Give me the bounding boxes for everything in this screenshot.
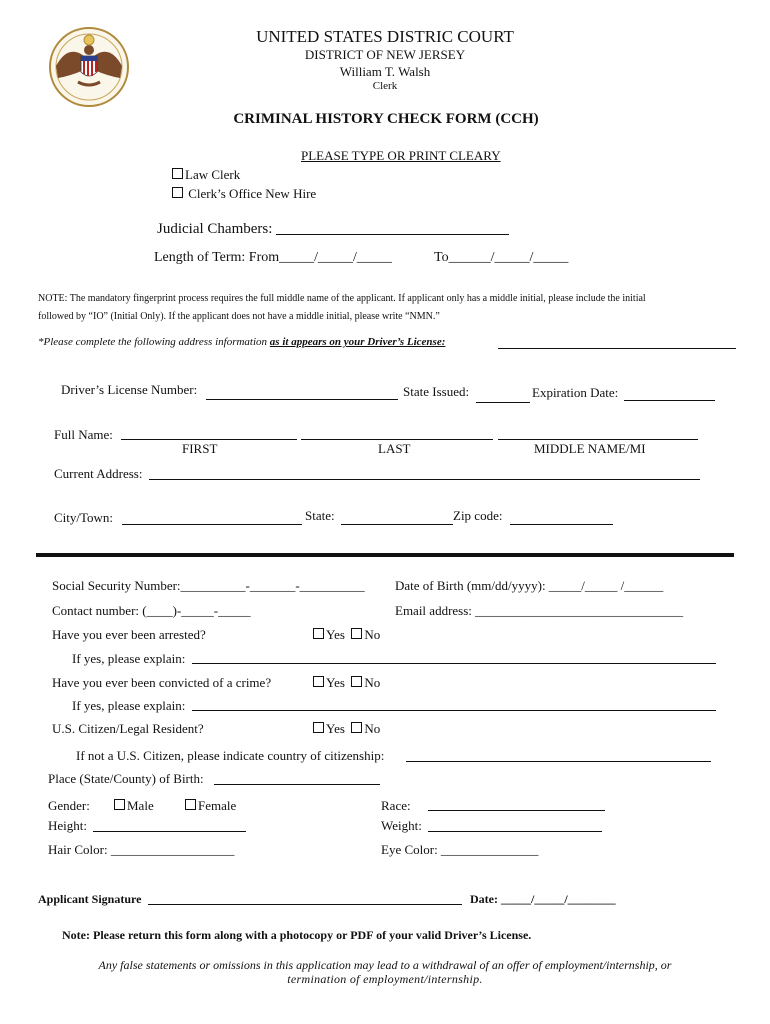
signature-date-field[interactable]: Date: _____/_____/________: [470, 892, 616, 906]
arrested-explain-field[interactable]: [192, 663, 716, 664]
eye-color-field[interactable]: Eye Color: _______________: [381, 842, 539, 857]
first-caption: FIRST: [182, 441, 218, 456]
term-from-label: Length of Term: From_____/_____/_____: [154, 250, 392, 265]
convicted-explain-label: If yes, please explain:: [72, 698, 186, 713]
city-label: City/Town:: [54, 510, 114, 525]
district-name: DISTRICT OF NEW JERSEY: [304, 47, 466, 62]
ssn-field[interactable]: Social Security Number:__________-_______-__________: [52, 578, 365, 593]
current-address-label: Current Address:: [54, 466, 143, 481]
arrested-options[interactable]: Yes No: [313, 627, 380, 643]
checkbox-icon[interactable]: [351, 676, 362, 687]
weight-field[interactable]: [428, 831, 602, 832]
option-new-hire[interactable]: Clerk’s Office New Hire: [172, 186, 316, 202]
citizenship-field[interactable]: [406, 761, 711, 762]
chambers-label: Judicial Chambers:: [157, 221, 273, 237]
citizen-options[interactable]: Yes No: [313, 721, 380, 737]
clerk-name: William T. Walsh: [339, 64, 431, 79]
instruction: PLEASE TYPE OR PRINT CLEARY: [301, 148, 501, 163]
race-field[interactable]: [428, 810, 605, 811]
height-label: Height:: [48, 818, 87, 833]
signature-label: Applicant Signature: [38, 892, 142, 906]
gender-male-option[interactable]: Male: [114, 798, 154, 814]
checkbox-icon[interactable]: [172, 168, 183, 179]
signature-field[interactable]: [148, 904, 462, 905]
current-address-field[interactable]: [149, 479, 700, 480]
court-name: UNITED STATES DISTRIC COURT: [256, 27, 514, 46]
state-issued-label: State Issued:: [403, 384, 470, 399]
first-name-field[interactable]: [121, 439, 297, 440]
gender-female-option[interactable]: Female: [185, 798, 236, 814]
middle-name-field[interactable]: [498, 439, 698, 440]
address-instruction: *Please complete the following address information as it appears on your Driver’s License:: [38, 336, 446, 348]
expiration-label: Expiration Date:: [532, 385, 619, 400]
dob-field[interactable]: Date of Birth (mm/dd/yyyy): _____/_____ /______: [395, 578, 664, 593]
birthplace-label: Place (State/County) of Birth:: [48, 771, 204, 786]
last-caption: LAST: [378, 441, 411, 456]
arrested-question: Have you ever been arrested?: [52, 627, 206, 642]
citizenship-label: If not a U.S. Citizen, please indicate country of citizenship:: [76, 748, 385, 763]
height-field[interactable]: [93, 831, 246, 832]
option-law-clerk[interactable]: Law Clerk: [172, 167, 240, 183]
disclaimer-line-1: Any false statements or omissions in this application may lead to a withdrawal of an offer of employment/internship, or: [98, 958, 672, 972]
middle-caption: MIDDLE NAME/MI: [534, 441, 646, 456]
convicted-question: Have you ever been convicted of a crime?: [52, 675, 272, 690]
zip-field[interactable]: [510, 524, 613, 525]
disclaimer-line-2: termination of employment/internship.: [287, 972, 483, 986]
note-line-1: NOTE: The mandatory fingerprint process requires the full middle name of the applicant. If applicant only has a middle initial, please include the initial: [38, 293, 646, 304]
hair-color-field[interactable]: Hair Color: ___________________: [48, 842, 235, 857]
checkbox-icon[interactable]: [313, 722, 324, 733]
weight-label: Weight:: [381, 818, 422, 833]
birthplace-field[interactable]: [214, 784, 380, 785]
chambers-field[interactable]: [276, 234, 509, 235]
checkbox-icon[interactable]: [351, 722, 362, 733]
section-divider: [36, 553, 734, 557]
checkbox-icon[interactable]: [351, 628, 362, 639]
checkbox-icon[interactable]: [185, 799, 196, 810]
state-field[interactable]: [341, 524, 453, 525]
full-name-label: Full Name:: [54, 427, 113, 442]
checkbox-icon[interactable]: [313, 676, 324, 687]
gender-label: Gender:: [48, 798, 90, 813]
clerk-title: Clerk: [372, 80, 398, 92]
city-field[interactable]: [122, 524, 302, 525]
email-field[interactable]: Email address: ________________________________: [395, 603, 684, 618]
state-issued-field[interactable]: [476, 402, 530, 403]
arrested-explain-label: If yes, please explain:: [72, 651, 186, 666]
license-number-label: Driver’s License Number:: [61, 382, 198, 397]
zip-label: Zip code:: [453, 508, 503, 523]
citizen-question: U.S. Citizen/Legal Resident?: [52, 721, 204, 736]
convicted-explain-field[interactable]: [192, 710, 716, 711]
contact-field[interactable]: Contact number: (____)-_____-_____: [52, 603, 251, 618]
form-title: CRIMINAL HISTORY CHECK FORM (CCH): [233, 111, 539, 127]
convicted-options[interactable]: Yes No: [313, 675, 380, 691]
address-instruction-rule: [498, 348, 736, 349]
checkbox-icon[interactable]: [114, 799, 125, 810]
expiration-field[interactable]: [624, 400, 715, 401]
term-to-label: To______/_____/_____: [434, 250, 569, 265]
race-label: Race:: [381, 798, 411, 813]
footer-note: Note: Please return this form along with a photocopy or PDF of your valid Driver’s License.: [62, 928, 532, 942]
last-name-field[interactable]: [301, 439, 493, 440]
note-line-2: followed by “IO” (Initial Only). If the applicant does not have a middle initial, please write “NMN.”: [38, 311, 440, 322]
license-number-field[interactable]: [206, 399, 398, 400]
checkbox-icon[interactable]: [172, 187, 183, 198]
checkbox-icon[interactable]: [313, 628, 324, 639]
state-label: State:: [305, 508, 335, 523]
